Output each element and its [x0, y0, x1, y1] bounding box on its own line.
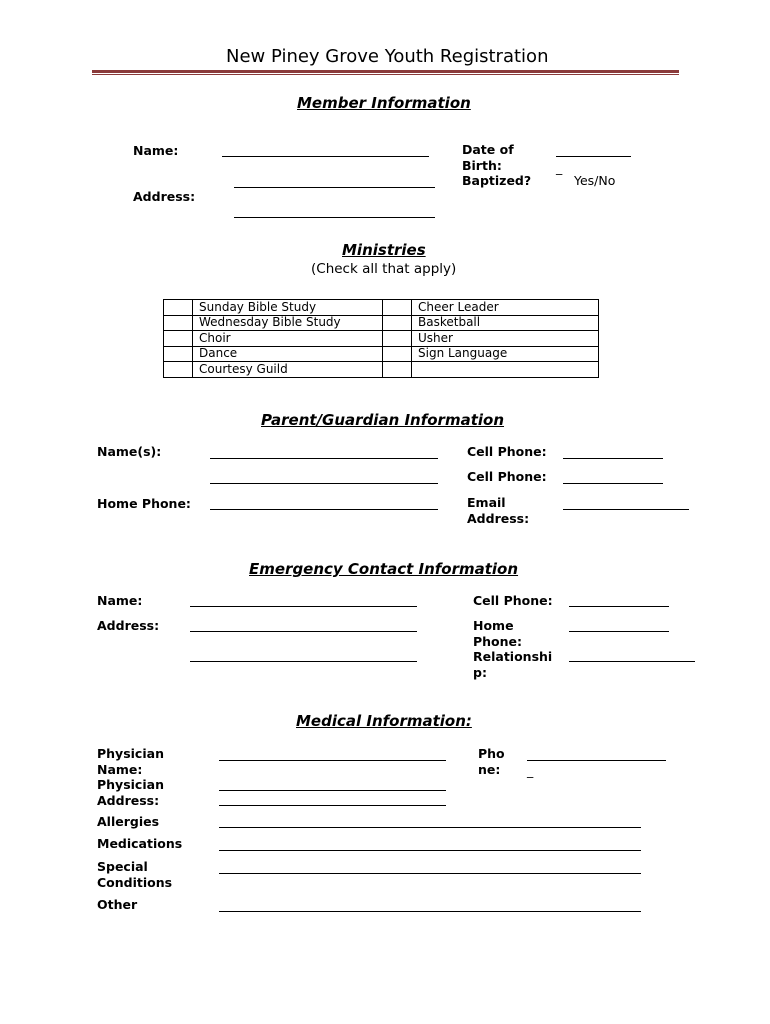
special-conditions-line2: Conditions	[97, 874, 173, 890]
ministry-checkbox[interactable]	[164, 346, 193, 362]
title-divider	[92, 70, 679, 73]
guardian-home-phone-field[interactable]	[210, 509, 438, 510]
other-label: Other	[97, 897, 138, 912]
ministry-checkbox[interactable]	[383, 315, 412, 331]
ministry-name: Courtesy Guild	[193, 362, 383, 378]
dob-label	[462, 142, 531, 189]
guardian-email-label-line1: Email	[467, 495, 506, 510]
other-field[interactable]	[219, 911, 641, 912]
ministries-subheading: (Check all that apply)	[311, 261, 457, 277]
emergency-address-field-1[interactable]	[190, 631, 417, 632]
emergency-cell-phone-label: Cell Phone:	[473, 593, 553, 608]
member-address-field-2[interactable]	[234, 217, 435, 218]
guardian-cell-phone-field-1[interactable]	[563, 458, 663, 459]
emergency-relationship-line1: Relationshi	[473, 649, 553, 664]
emergency-home-phone-label	[473, 618, 552, 680]
ministry-row	[164, 315, 599, 331]
emergency-relationship-line2: p:	[473, 664, 487, 680]
dob-label-line2: Birth:	[462, 157, 502, 173]
baptized-options[interactable]: Yes/No	[574, 173, 616, 188]
guardian-email-field[interactable]	[563, 509, 689, 510]
guardian-info-heading: Parent/Guardian Information	[261, 411, 505, 429]
dob-underscore: _	[556, 160, 563, 175]
ministry-name: Dance	[193, 346, 383, 362]
emergency-home-phone-line1: Home	[473, 618, 514, 633]
ministry-checkbox[interactable]	[164, 331, 193, 347]
member-address-label: Address:	[133, 189, 196, 204]
ministry-checkbox[interactable]	[164, 300, 193, 316]
baptized-label: Baptized?	[462, 173, 532, 188]
medications-label: Medications	[97, 836, 183, 851]
special-conditions-line1: Special	[97, 859, 148, 874]
ministry-name: Sign Language	[412, 346, 599, 362]
ministry-row	[164, 331, 599, 347]
emergency-home-phone-field[interactable]	[569, 631, 669, 632]
guardian-cell-phone-field-2[interactable]	[563, 483, 663, 484]
member-name-field[interactable]	[222, 156, 429, 157]
member-info-heading: Member Information	[297, 94, 471, 112]
physician-name-field[interactable]	[219, 760, 446, 761]
physician-address-field-1[interactable]	[219, 790, 446, 791]
physician-name-line2: Name:	[97, 761, 143, 777]
ministry-checkbox[interactable]	[383, 331, 412, 347]
emergency-info-heading: Emergency Contact Information	[249, 560, 519, 578]
ministry-row	[164, 362, 599, 378]
physician-name-line1: Physician	[97, 746, 164, 761]
allergies-label: Allergies	[97, 814, 160, 829]
title-divider-thin	[92, 74, 679, 75]
ministry-checkbox[interactable]	[164, 315, 193, 331]
ministries-heading: Ministries	[342, 241, 426, 259]
emergency-address-field-2[interactable]	[190, 661, 417, 662]
physician-phone-line2: ne:	[478, 761, 501, 777]
physician-phone-underscore: _	[527, 763, 534, 778]
medical-info-heading: Medical Information:	[296, 712, 472, 730]
ministry-name: Choir	[193, 331, 383, 347]
physician-phone-line1: Pho	[478, 746, 505, 761]
physician-address-line2: Address:	[97, 792, 160, 808]
ministry-name: Cheer Leader	[412, 300, 599, 316]
physician-labels	[97, 746, 164, 808]
emergency-relationship-field[interactable]	[569, 661, 695, 662]
guardian-cell-phone-label-1: Cell Phone:	[467, 444, 547, 459]
guardian-name-field-2[interactable]	[210, 483, 438, 484]
ministry-name: Sunday Bible Study	[193, 300, 383, 316]
physician-phone-field[interactable]	[527, 760, 666, 761]
special-conditions-field[interactable]	[219, 873, 641, 874]
physician-address-field-2[interactable]	[219, 805, 446, 806]
emergency-home-phone-line2: Phone:	[473, 633, 523, 649]
emergency-name-label: Name:	[97, 593, 143, 608]
ministry-name	[412, 362, 599, 378]
emergency-address-label: Address:	[97, 618, 160, 633]
guardian-home-phone-label: Home Phone:	[97, 496, 191, 511]
ministry-row	[164, 300, 599, 316]
member-name-label: Name:	[133, 143, 179, 158]
guardian-email-label	[467, 495, 529, 526]
dob-label-line1: Date of	[462, 142, 514, 157]
ministry-checkbox[interactable]	[383, 362, 412, 378]
special-conditions-label	[97, 859, 172, 890]
guardian-email-label-line2: Address:	[467, 510, 530, 526]
ministry-name: Usher	[412, 331, 599, 347]
physician-address-line1: Physician	[97, 777, 164, 792]
physician-phone-label	[478, 746, 505, 777]
dob-field[interactable]	[556, 156, 631, 157]
emergency-cell-phone-field[interactable]	[569, 606, 669, 607]
guardian-name-field-1[interactable]	[210, 458, 438, 459]
member-address-field-1[interactable]	[234, 187, 435, 188]
guardian-cell-phone-label-2: Cell Phone:	[467, 469, 547, 484]
page-title: New Piney Grove Youth Registration	[226, 46, 549, 67]
ministry-row	[164, 346, 599, 362]
ministry-name: Wednesday Bible Study	[193, 315, 383, 331]
ministry-checkbox[interactable]	[383, 300, 412, 316]
ministries-table	[163, 299, 599, 378]
ministry-checkbox[interactable]	[383, 346, 412, 362]
emergency-name-field[interactable]	[190, 606, 417, 607]
ministry-name: Basketball	[412, 315, 599, 331]
allergies-field[interactable]	[219, 827, 641, 828]
medications-field[interactable]	[219, 850, 641, 851]
ministry-checkbox[interactable]	[164, 362, 193, 378]
guardian-names-label: Name(s):	[97, 444, 162, 459]
